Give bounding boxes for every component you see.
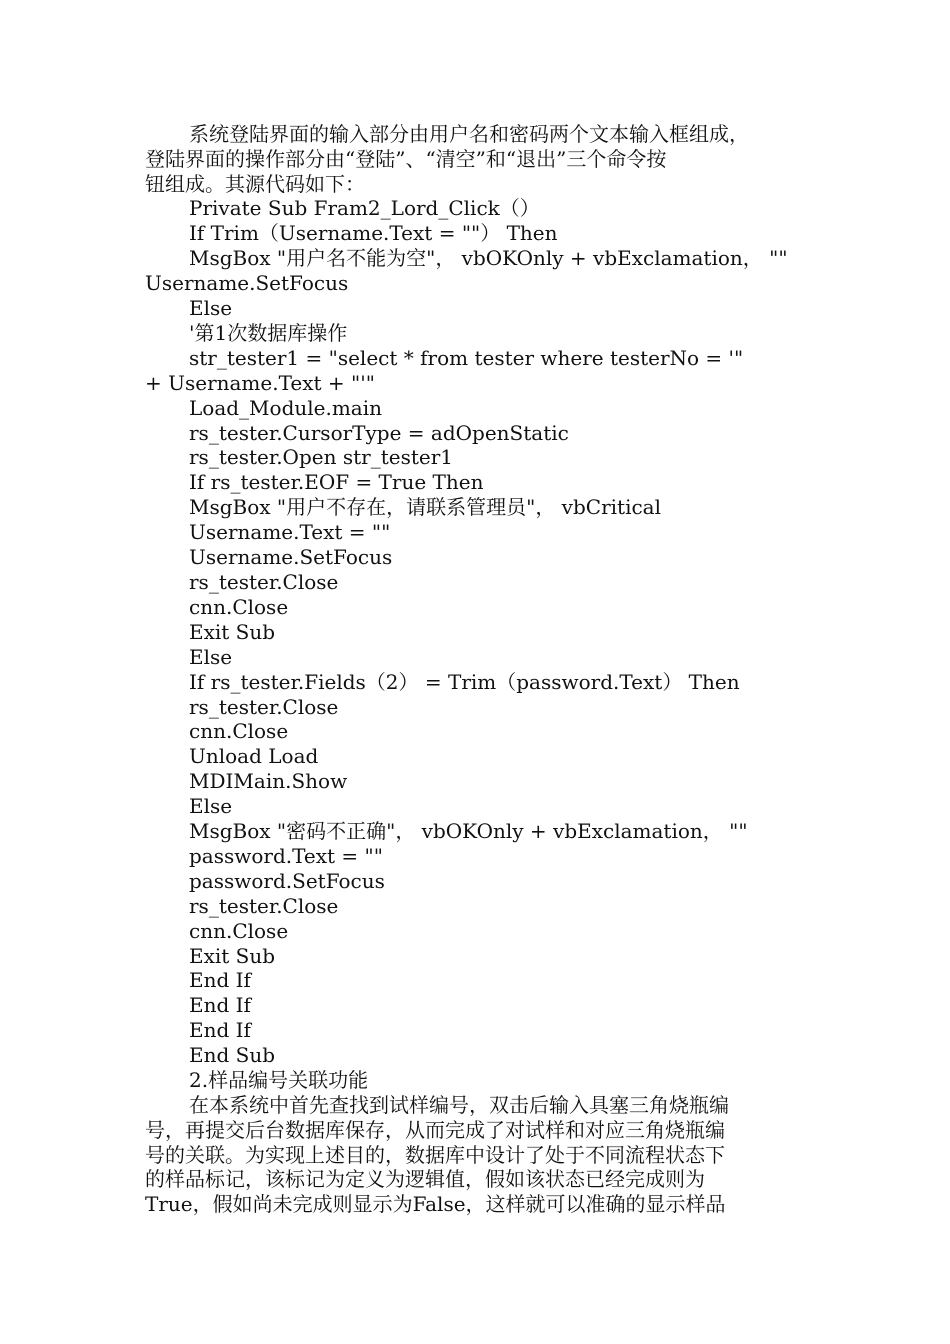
code-line: End If — [189, 1018, 251, 1043]
code-line: cnn.Close — [189, 918, 289, 943]
code-line: MsgBox "用户名不能为空"， vbOKOnly + vbExclamation， "" — [189, 246, 788, 271]
intro-line: 登陆界面的操作部分由“登陆”、“清空”和“退出”三个命令按 — [145, 146, 667, 171]
body-line: True，假如尚未完成则显示为False，这样就可以准确的显示样品 — [145, 1192, 726, 1217]
code-line: password.Text = "" — [189, 843, 383, 868]
code-line: Load_Module.main — [189, 395, 383, 420]
code-line: Else — [189, 794, 233, 819]
body-line: 在本系统中首先查找到试样编号，双击后输入具塞三角烧瓶编 — [189, 1092, 729, 1117]
intro-line: 钮组成。其源代码如下： — [145, 171, 365, 196]
code-line: rs_tester.Close — [189, 893, 339, 918]
code-comment-line: '第1次数据库操作 — [189, 320, 348, 345]
code-line: MsgBox "用户不存在，请联系管理员"， vbCritical — [189, 495, 661, 520]
code-line: password.SetFocus — [189, 868, 385, 893]
code-line: MsgBox "密码不正确"， vbOKOnly + vbExclamation， "" — [189, 819, 748, 844]
body-line: 号，再提交后台数据库保存，从而完成了对试样和对应三角烧瓶编 — [145, 1117, 725, 1142]
code-line: rs_tester.Close — [189, 569, 339, 594]
code-listing — [145, 196, 805, 1068]
code-line: cnn.Close — [189, 594, 289, 619]
document-text — [145, 122, 805, 1217]
body-line: 号的关联。为实现上述目的，数据库中设计了处于不同流程状态下 — [145, 1142, 725, 1167]
code-line: Exit Sub — [189, 619, 276, 644]
code-line: rs_tester.Close — [189, 694, 339, 719]
code-line: + Username.Text + "'" — [145, 370, 375, 395]
code-line: End If — [189, 968, 251, 993]
code-line: str_tester1 = "select * from tester where testerNo = '" — [189, 345, 744, 370]
code-line: rs_tester.CursorType = adOpenStatic — [189, 420, 569, 445]
code-line: Username.Text = "" — [189, 520, 391, 545]
body-line: 的样品标记，该标记为定义为逻辑值，假如该状态已经完成则为 — [145, 1167, 705, 1192]
code-line: End If — [189, 993, 251, 1018]
code-line: Else — [189, 644, 233, 669]
code-line: If Trim（Username.Text = ""） Then — [189, 221, 558, 246]
code-line: MDIMain.Show — [189, 769, 348, 794]
code-line: Private Sub Fram2_Lord_Click（） — [189, 196, 540, 221]
code-line: Unload Load — [189, 744, 319, 769]
section-heading: 2.样品编号关联功能 — [189, 1068, 369, 1093]
code-line: If rs_tester.EOF = True Then — [189, 470, 484, 495]
code-line: rs_tester.Open str_tester1 — [189, 445, 453, 470]
code-line: Exit Sub — [189, 943, 276, 968]
code-line: Username.SetFocus — [189, 545, 393, 570]
code-line: If rs_tester.Fields（2） = Trim（password.Text） Then — [189, 669, 740, 694]
code-line: Else — [189, 296, 233, 321]
code-line: cnn.Close — [189, 719, 289, 744]
code-line: Username.SetFocus — [145, 271, 349, 296]
intro-line: 系统登陆界面的输入部分由用户名和密码两个文本输入框组成， — [189, 122, 749, 146]
code-line: End Sub — [189, 1043, 276, 1068]
